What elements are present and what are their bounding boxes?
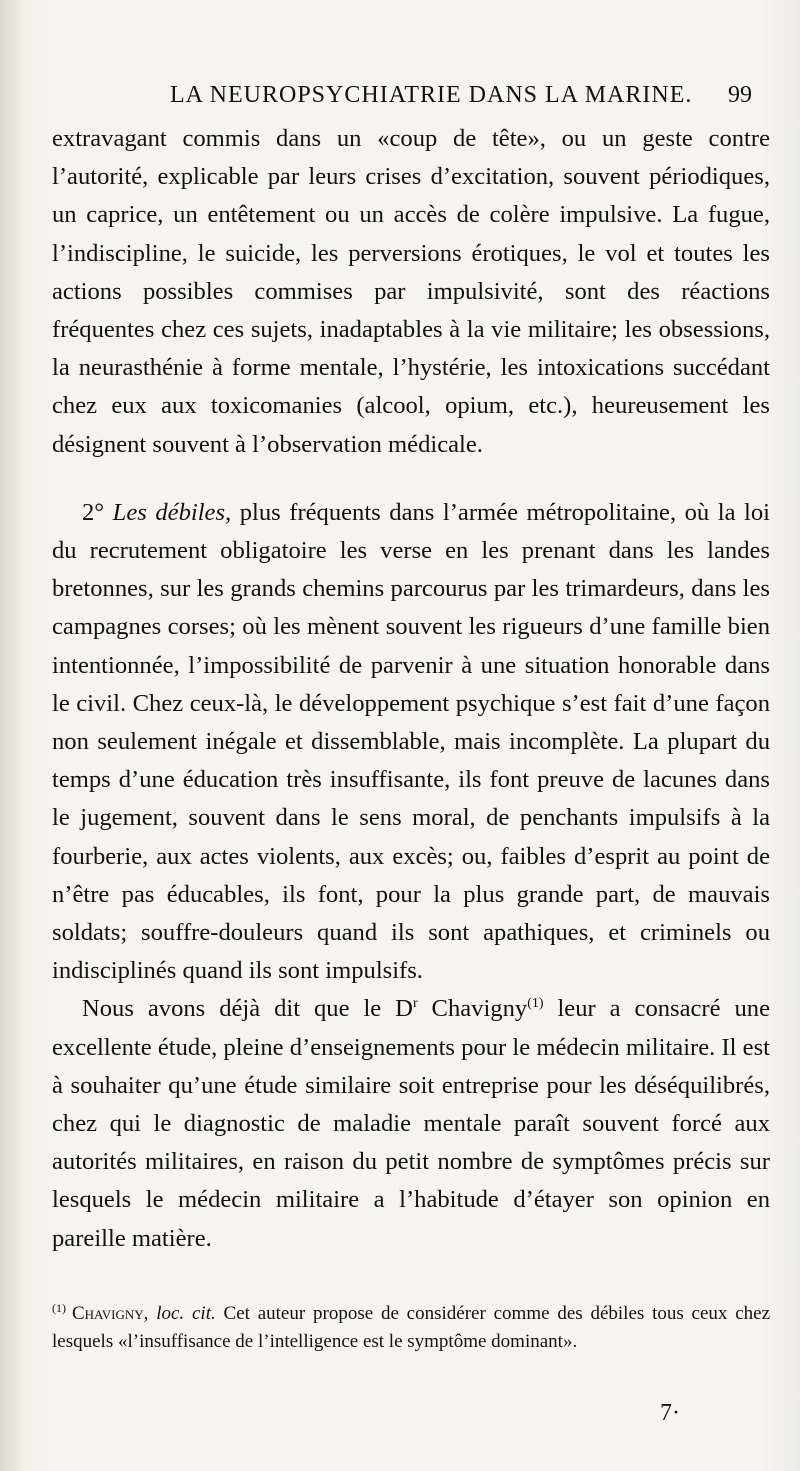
page-number: 99 [728,82,752,108]
paragraph-2-text: plus fréquents dans l’armée métropolitaine, où la loi du recrutement obligatoire les verse en les prenant dans les landes bretonnes, sur les grands chemins parcourus par les trimardeurs, dans les campagnes corses; où les mènent souvent les rigueurs d’une famille bien intentionnée, l’impossibilité de parvenir à une situation honorable dans le civil. Chez ceux-là, le développement psychique s’est fait d’une façon non seulement inégale et dissemblable, mais incomplète. La plupart du temps d’une éducation très insuffisante, ils font preuve de lacunes dans le jugement, souvent dans le sens moral, de penchants impulsifs à la fourberie, aux actes violents, aux excès; ou, faibles d’esprit au point de n’être pas éducables, ils font, pour la plus grande part, de mauvais soldats; souffre-douleurs quand ils sont apathiques, et criminels ou indisciplinés quand ils sont impulsifs. [52,498,770,985]
paragraph-3-end: leur a consacré une excellente étude, pleine d’enseignements pour le médecin militaire. Il est à souhaiter qu’une étude similaire soit entreprise pour les déséquilibrés, chez qui le diagnostic de maladie mentale paraît souvent forcé aux autorités militaires, en raison du petit nombre de symptômes précis sur lesquels le médecin militaire a l’habitude d’étayer son opinion en pareille matière. [52,995,770,1252]
paragraph-2-term: Les débiles, [112,498,232,526]
running-title: LA NEUROPSYCHIATRIE DANS LA MARINE. [170,82,693,108]
footnote-text: Cet auteur propose de considérer comme des débiles tous ceux chez lesquels «l’insuffisance de l’intelligence est le symptôme dominant». [52,1303,771,1352]
paragraph-3-start: Nous avons déjà dit que le D [82,995,413,1023]
paragraph-2 [52,494,770,991]
footnote-author: Chavigny, [72,1303,149,1324]
paragraph-3-name: Chavigny [417,995,528,1023]
paragraph-2-number: 2° [82,498,105,526]
footnote-mark: (1) [52,1300,66,1315]
footnote-loc: loc. cit. [156,1303,216,1324]
footnote [52,1300,770,1356]
dr-superscript: r [412,996,418,1012]
main-text [52,120,770,1258]
page-header [120,76,760,116]
footnote-reference: (1) [527,996,544,1012]
paragraph-1: extravagant commis dans un «coup de tête», ou un geste contre l’autorité, explicable par leurs crises d’excitation, souvent périodiques, un caprice, un entêtement ou un accès de colère impulsive. La fugue, l’indiscipline, le suicide, les perversions érotiques, le vol et toutes les actions possibles commises par impulsivité, sont des réactions fréquentes chez ces sujets, inadaptables à la vie militaire; les obsessions, la neurasthénie à forme mentale, l’hystérie, les intoxications succédant chez eux aux toxicomanies (alcool, opium, etc.), heureusement les désignent souvent à l’observation médicale. [52,125,770,458]
signature-mark: 7· [660,1400,680,1426]
paragraph-3 [52,990,770,1257]
